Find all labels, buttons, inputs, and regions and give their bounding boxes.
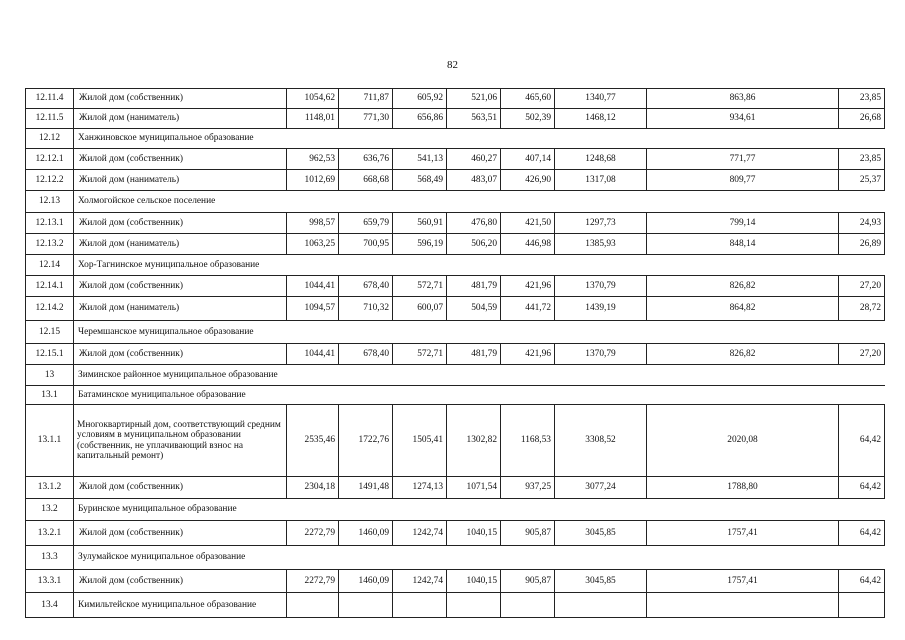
value-cell-1: 1044,41	[287, 344, 339, 365]
value-cell-6: 1248,68	[555, 149, 647, 170]
empty-cell	[839, 593, 885, 618]
value-cell-6: 1317,08	[555, 170, 647, 191]
value-cell-5: 446,98	[501, 234, 555, 255]
value-cell-1: 2272,79	[287, 521, 339, 546]
section-row	[26, 321, 885, 344]
section-row	[26, 255, 885, 276]
value-cell-7: 809,77	[647, 170, 839, 191]
value-cell-4: 521,06	[447, 89, 501, 109]
value-cell-3: 541,13	[393, 149, 447, 170]
row-name: Жилой дом (собственник)	[74, 276, 287, 297]
value-cell-8: 26,89	[839, 234, 885, 255]
value-cell-8: 27,20	[839, 344, 885, 365]
value-cell-6: 1297,73	[555, 213, 647, 234]
empty-cell	[647, 593, 839, 618]
section-name: Батаминское муниципальное образование	[74, 386, 885, 405]
value-cell-7: 1757,41	[647, 521, 839, 546]
table-row	[26, 521, 885, 546]
value-cell-7: 934,61	[647, 109, 839, 129]
table-row	[26, 234, 885, 255]
value-cell-2: 659,79	[339, 213, 393, 234]
empty-cell	[339, 593, 393, 618]
row-code: 12.13	[26, 191, 74, 213]
value-cell-7: 799,14	[647, 213, 839, 234]
value-cell-7: 826,82	[647, 276, 839, 297]
value-cell-1: 2304,18	[287, 477, 339, 499]
value-cell-3: 656,86	[393, 109, 447, 129]
value-cell-8: 64,42	[839, 521, 885, 546]
value-cell-7: 2020,08	[647, 405, 839, 477]
empty-cell	[287, 593, 339, 618]
value-cell-7: 864,82	[647, 297, 839, 321]
row-name: Жилой дом (наниматель)	[74, 297, 287, 321]
row-name: Жилой дом (собственник)	[74, 477, 287, 499]
value-cell-4: 504,59	[447, 297, 501, 321]
value-cell-5: 937,25	[501, 477, 555, 499]
row-code: 13.3	[26, 546, 74, 570]
value-cell-4: 1040,15	[447, 570, 501, 593]
section-name: Зиминское районное муниципальное образование	[74, 365, 885, 386]
row-code: 12.14	[26, 255, 74, 276]
value-cell-3: 596,19	[393, 234, 447, 255]
value-cell-1: 962,53	[287, 149, 339, 170]
table-row	[26, 149, 885, 170]
row-code: 12.11.5	[26, 109, 74, 129]
value-cell-4: 460,27	[447, 149, 501, 170]
value-cell-2: 711,87	[339, 89, 393, 109]
value-cell-2: 636,76	[339, 149, 393, 170]
value-cell-3: 568,49	[393, 170, 447, 191]
value-cell-3: 560,91	[393, 213, 447, 234]
table-row	[26, 297, 885, 321]
row-name: Жилой дом (наниматель)	[74, 234, 287, 255]
empty-cell	[501, 593, 555, 618]
value-cell-6: 1439,19	[555, 297, 647, 321]
value-cell-7: 826,82	[647, 344, 839, 365]
value-cell-3: 1274,13	[393, 477, 447, 499]
value-cell-7: 1757,41	[647, 570, 839, 593]
value-cell-8: 64,42	[839, 570, 885, 593]
value-cell-8: 23,85	[839, 149, 885, 170]
value-cell-4: 1302,82	[447, 405, 501, 477]
row-name: Жилой дом (собственник)	[74, 344, 287, 365]
empty-cell	[447, 593, 501, 618]
value-cell-2: 678,40	[339, 276, 393, 297]
row-code: 12.12	[26, 129, 74, 149]
row-code: 12.14.1	[26, 276, 74, 297]
row-code: 12.12.1	[26, 149, 74, 170]
table-row	[26, 570, 885, 593]
value-cell-6: 1370,79	[555, 344, 647, 365]
row-code: 12.15.1	[26, 344, 74, 365]
row-code: 13.1.2	[26, 477, 74, 499]
value-cell-5: 407,14	[501, 149, 555, 170]
row-name: Многоквартирный дом, соответствующий средним условиям в муниципальном образовании (собственник, не уплачивающий взнос на капитальный ремонт)	[74, 405, 287, 477]
value-cell-2: 1491,48	[339, 477, 393, 499]
value-cell-1: 1148,01	[287, 109, 339, 129]
value-cell-3: 600,07	[393, 297, 447, 321]
value-cell-1: 1094,57	[287, 297, 339, 321]
value-cell-7: 1788,80	[647, 477, 839, 499]
row-code: 13.2.1	[26, 521, 74, 546]
value-cell-3: 1242,74	[393, 521, 447, 546]
section-name: Кимильтейское муниципальное образование	[74, 593, 287, 618]
value-cell-5: 421,96	[501, 276, 555, 297]
value-cell-5: 421,50	[501, 213, 555, 234]
value-cell-3: 572,71	[393, 276, 447, 297]
tariff-table	[25, 88, 885, 618]
value-cell-6: 3077,24	[555, 477, 647, 499]
value-cell-5: 905,87	[501, 521, 555, 546]
section-name: Зулумайское муниципальное образование	[74, 546, 885, 570]
row-code: 13.3.1	[26, 570, 74, 593]
value-cell-4: 483,07	[447, 170, 501, 191]
row-name: Жилой дом (собственник)	[74, 213, 287, 234]
value-cell-1: 1012,69	[287, 170, 339, 191]
row-code: 12.15	[26, 321, 74, 344]
table-row	[26, 276, 885, 297]
value-cell-5: 465,60	[501, 89, 555, 109]
value-cell-3: 572,71	[393, 344, 447, 365]
value-cell-5: 905,87	[501, 570, 555, 593]
value-cell-2: 668,68	[339, 170, 393, 191]
value-cell-2: 1460,09	[339, 570, 393, 593]
row-code: 12.14.2	[26, 297, 74, 321]
row-name: Жилой дом (собственник)	[74, 570, 287, 593]
value-cell-5: 502,39	[501, 109, 555, 129]
section-row	[26, 191, 885, 213]
row-code: 12.13.2	[26, 234, 74, 255]
value-cell-2: 771,30	[339, 109, 393, 129]
value-cell-1: 2272,79	[287, 570, 339, 593]
value-cell-8: 26,68	[839, 109, 885, 129]
table-row	[26, 109, 885, 129]
row-code: 13.2	[26, 499, 74, 521]
row-name: Жилой дом (наниматель)	[74, 109, 287, 129]
value-cell-2: 1460,09	[339, 521, 393, 546]
value-cell-8: 64,42	[839, 477, 885, 499]
value-cell-2: 710,32	[339, 297, 393, 321]
table-row	[26, 89, 885, 109]
section-name: Буринское муниципальное образование	[74, 499, 885, 521]
value-cell-1: 998,57	[287, 213, 339, 234]
table-row	[26, 477, 885, 499]
table-row	[26, 170, 885, 191]
row-name: Жилой дом (собственник)	[74, 521, 287, 546]
row-name: Жилой дом (собственник)	[74, 149, 287, 170]
value-cell-8: 24,93	[839, 213, 885, 234]
section-row	[26, 129, 885, 149]
page-number: 82	[447, 59, 458, 71]
section-name: Ханжиновское муниципальное образование	[74, 129, 885, 149]
section-row	[26, 499, 885, 521]
row-code: 13.1	[26, 386, 74, 405]
row-name: Жилой дом (собственник)	[74, 89, 287, 109]
value-cell-4: 1040,15	[447, 521, 501, 546]
value-cell-8: 25,37	[839, 170, 885, 191]
empty-cell	[555, 593, 647, 618]
row-code: 12.13.1	[26, 213, 74, 234]
row-code: 13.4	[26, 593, 74, 618]
value-cell-5: 1168,53	[501, 405, 555, 477]
value-cell-7: 863,86	[647, 89, 839, 109]
section-row	[26, 365, 885, 386]
value-cell-6: 1370,79	[555, 276, 647, 297]
value-cell-8: 27,20	[839, 276, 885, 297]
value-cell-6: 1340,77	[555, 89, 647, 109]
row-code: 13	[26, 365, 74, 386]
value-cell-8: 64,42	[839, 405, 885, 477]
section-row	[26, 593, 885, 618]
value-cell-3: 1242,74	[393, 570, 447, 593]
value-cell-5: 441,72	[501, 297, 555, 321]
row-name: Жилой дом (наниматель)	[74, 170, 287, 191]
value-cell-2: 700,95	[339, 234, 393, 255]
value-cell-6: 1468,12	[555, 109, 647, 129]
value-cell-8: 23,85	[839, 89, 885, 109]
value-cell-7: 771,77	[647, 149, 839, 170]
value-cell-5: 426,90	[501, 170, 555, 191]
value-cell-2: 678,40	[339, 344, 393, 365]
table-row	[26, 344, 885, 365]
value-cell-3: 605,92	[393, 89, 447, 109]
value-cell-1: 1044,41	[287, 276, 339, 297]
table-row	[26, 213, 885, 234]
row-code: 13.1.1	[26, 405, 74, 477]
empty-cell	[393, 593, 447, 618]
value-cell-8: 28,72	[839, 297, 885, 321]
row-code: 12.12.2	[26, 170, 74, 191]
value-cell-4: 476,80	[447, 213, 501, 234]
row-code: 12.11.4	[26, 89, 74, 109]
table-row	[26, 405, 885, 477]
value-cell-4: 563,51	[447, 109, 501, 129]
value-cell-3: 1505,41	[393, 405, 447, 477]
value-cell-1: 1063,25	[287, 234, 339, 255]
value-cell-6: 3045,85	[555, 521, 647, 546]
table-body	[26, 89, 885, 618]
value-cell-4: 481,79	[447, 344, 501, 365]
section-name: Холмогойское сельское поселение	[74, 191, 885, 213]
value-cell-2: 1722,76	[339, 405, 393, 477]
section-name: Черемшанское муниципальное образование	[74, 321, 885, 344]
value-cell-4: 506,20	[447, 234, 501, 255]
value-cell-1: 1054,62	[287, 89, 339, 109]
value-cell-5: 421,96	[501, 344, 555, 365]
value-cell-6: 1385,93	[555, 234, 647, 255]
section-row	[26, 546, 885, 570]
value-cell-6: 3045,85	[555, 570, 647, 593]
section-name: Хор-Тагнинское муниципальное образование	[74, 255, 885, 276]
value-cell-7: 848,14	[647, 234, 839, 255]
value-cell-4: 1071,54	[447, 477, 501, 499]
value-cell-4: 481,79	[447, 276, 501, 297]
section-row	[26, 386, 885, 405]
value-cell-6: 3308,52	[555, 405, 647, 477]
value-cell-1: 2535,46	[287, 405, 339, 477]
